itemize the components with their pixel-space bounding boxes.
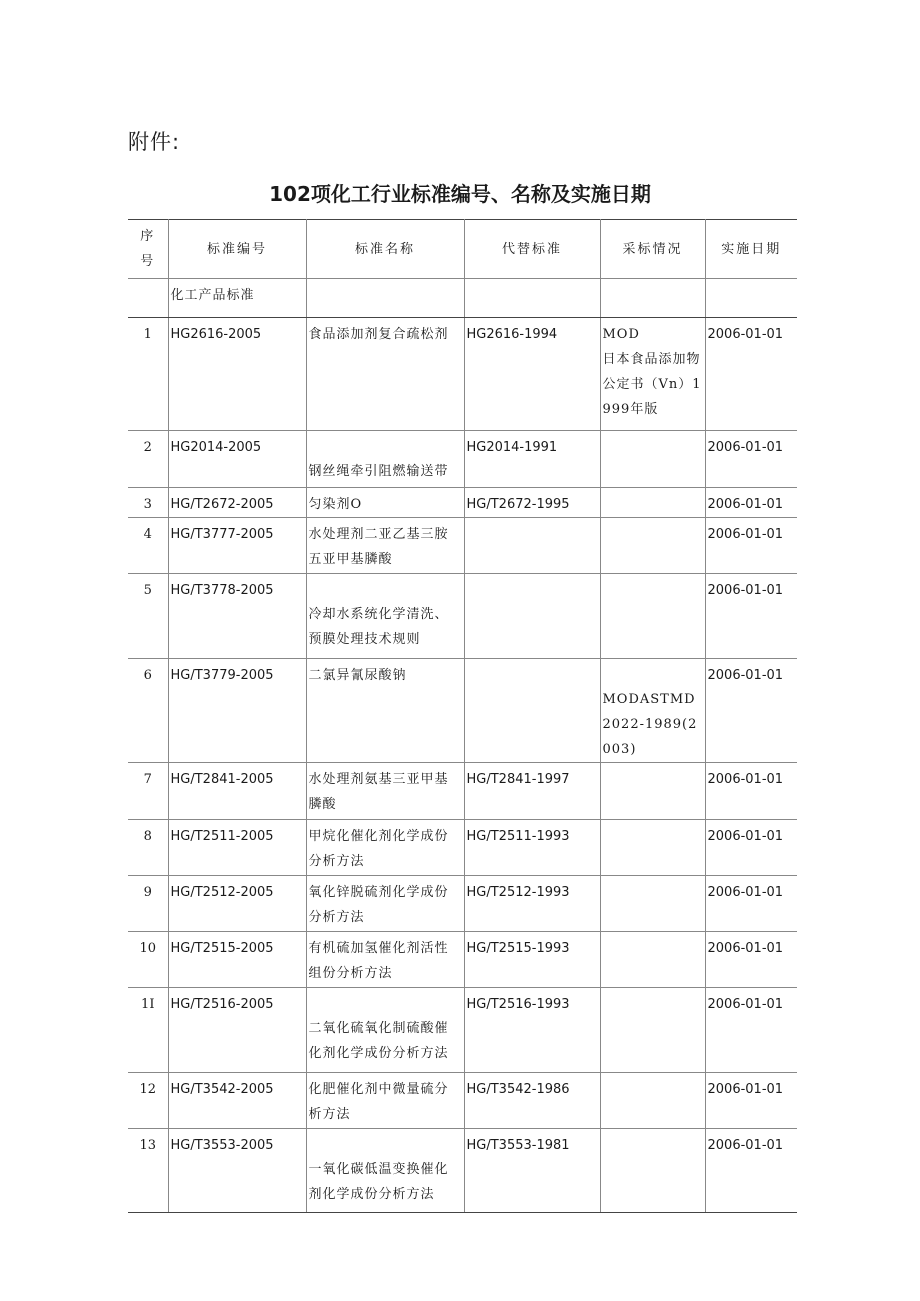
row-name: 一氧化碳低温变换催化剂化学成份分析方法 — [306, 1129, 464, 1213]
row-code: HG2014-2005 — [168, 431, 306, 488]
table-row — [128, 518, 797, 574]
row-name: 食品添加剂复合疏松剂 — [306, 318, 464, 431]
row-replaced — [464, 518, 600, 574]
standards-table — [128, 219, 797, 1213]
row-code: HG/T2512-2005 — [168, 876, 306, 932]
attachment-label: 附件: — [128, 130, 181, 154]
row-adoption: MOD 日本食品添加物公定书（Vn）1999年版 — [600, 318, 705, 431]
row-adoption — [600, 518, 705, 574]
row-replaced — [464, 574, 600, 659]
header-adoption: 采标情况 — [600, 220, 705, 279]
row-adoption — [600, 876, 705, 932]
row-seq: 13 — [128, 1129, 168, 1213]
table-row — [128, 820, 797, 876]
row-code: HG/T3778-2005 — [168, 574, 306, 659]
table-row — [128, 574, 797, 659]
row-name: 有机硫加氢催化剂活性组份分析方法 — [306, 932, 464, 988]
section-empty-adoption — [600, 279, 705, 318]
row-name: 化肥催化剂中微量硫分析方法 — [306, 1073, 464, 1129]
table-row — [128, 1073, 797, 1129]
row-seq: 4 — [128, 518, 168, 574]
row-seq: 10 — [128, 932, 168, 988]
header-code: 标准编号 — [168, 220, 306, 279]
row-code: HG/T2515-2005 — [168, 932, 306, 988]
row-name: 二氧化硫氧化制硫酸催化剂化学成份分析方法 — [306, 988, 464, 1073]
row-replaced: HG/T2516-1993 — [464, 988, 600, 1073]
table-row — [128, 876, 797, 932]
row-adoption — [600, 431, 705, 488]
table-row — [128, 488, 797, 518]
row-date: 2006-01-01 — [705, 318, 797, 431]
row-seq: 1I — [128, 988, 168, 1073]
row-replaced: HG/T2511-1993 — [464, 820, 600, 876]
row-replaced: HG/T2515-1993 — [464, 932, 600, 988]
row-seq: 12 — [128, 1073, 168, 1129]
row-seq: 1 — [128, 318, 168, 431]
row-seq: 9 — [128, 876, 168, 932]
section-row — [128, 279, 797, 318]
row-code: HG/T3542-2005 — [168, 1073, 306, 1129]
row-code: HG/T3553-2005 — [168, 1129, 306, 1213]
table-row — [128, 659, 797, 763]
section-empty-seq — [128, 279, 168, 318]
row-date: 2006-01-01 — [705, 820, 797, 876]
row-adoption — [600, 820, 705, 876]
row-code: HG/T3779-2005 — [168, 659, 306, 763]
row-date: 2006-01-01 — [705, 431, 797, 488]
row-date: 2006-01-01 — [705, 518, 797, 574]
row-seq: 2 — [128, 431, 168, 488]
table-row — [128, 932, 797, 988]
row-code: HG/T2511-2005 — [168, 820, 306, 876]
row-code: HG/T3777-2005 — [168, 518, 306, 574]
row-adoption: MODASTMD2022-1989(2003) — [600, 659, 705, 763]
row-date: 2006-01-01 — [705, 1073, 797, 1129]
table-row — [128, 988, 797, 1073]
document-title: 102项化工行业标准编号、名称及实施日期 — [269, 182, 651, 206]
row-name: 水处理剂二亚乙基三胺五亚甲基膦酸 — [306, 518, 464, 574]
row-replaced: HG2616-1994 — [464, 318, 600, 431]
row-adoption — [600, 932, 705, 988]
table-row — [128, 431, 797, 488]
table-header-row — [128, 220, 797, 279]
row-name: 匀染剂O — [306, 488, 464, 518]
row-seq: 7 — [128, 763, 168, 820]
section-empty-replaced — [464, 279, 600, 318]
header-date: 实施日期 — [705, 220, 797, 279]
row-code: HG2616-2005 — [168, 318, 306, 431]
row-date: 2006-01-01 — [705, 574, 797, 659]
row-replaced: HG/T3553-1981 — [464, 1129, 600, 1213]
row-code: HG/T2841-2005 — [168, 763, 306, 820]
header-seq-line1: 序 — [140, 229, 156, 244]
row-seq: 3 — [128, 488, 168, 518]
row-date: 2006-01-01 — [705, 659, 797, 763]
row-adoption — [600, 488, 705, 518]
header-seq-line2: 号 — [140, 254, 156, 269]
table-row — [128, 763, 797, 820]
table-row — [128, 1129, 797, 1213]
row-adoption — [600, 1129, 705, 1213]
row-code: HG/T2672-2005 — [168, 488, 306, 518]
row-adoption — [600, 988, 705, 1073]
row-name: 水处理剂氨基三亚甲基膦酸 — [306, 763, 464, 820]
row-date: 2006-01-01 — [705, 988, 797, 1073]
row-date: 2006-01-01 — [705, 932, 797, 988]
section-label: 化工产品标准 — [168, 279, 306, 318]
row-name: 氧化锌脱硫剂化学成份分析方法 — [306, 876, 464, 932]
row-replaced: HG/T2841-1997 — [464, 763, 600, 820]
header-name: 标准名称 — [306, 220, 464, 279]
row-seq: 8 — [128, 820, 168, 876]
row-name: 冷却水系统化学清洗、预膜处理技术规则 — [306, 574, 464, 659]
row-replaced — [464, 659, 600, 763]
table-row — [128, 318, 797, 431]
row-adoption — [600, 574, 705, 659]
row-seq: 5 — [128, 574, 168, 659]
row-date: 2006-01-01 — [705, 876, 797, 932]
row-replaced: HG/T3542-1986 — [464, 1073, 600, 1129]
row-name: 甲烷化催化剂化学成份分析方法 — [306, 820, 464, 876]
row-date: 2006-01-01 — [705, 1129, 797, 1213]
header-replaced: 代替标准 — [464, 220, 600, 279]
row-replaced: HG/T2512-1993 — [464, 876, 600, 932]
row-adoption — [600, 1073, 705, 1129]
row-date: 2006-01-01 — [705, 488, 797, 518]
section-empty-name — [306, 279, 464, 318]
row-code: HG/T2516-2005 — [168, 988, 306, 1073]
row-adoption — [600, 763, 705, 820]
row-name: 二氯异氰尿酸钠 — [306, 659, 464, 763]
row-name: 钢丝绳牵引阻燃输送带 — [306, 431, 464, 488]
row-replaced: HG2014-1991 — [464, 431, 600, 488]
row-date: 2006-01-01 — [705, 763, 797, 820]
section-empty-date — [705, 279, 797, 318]
row-replaced: HG/T2672-1995 — [464, 488, 600, 518]
row-seq: 6 — [128, 659, 168, 763]
header-seq — [128, 220, 168, 279]
